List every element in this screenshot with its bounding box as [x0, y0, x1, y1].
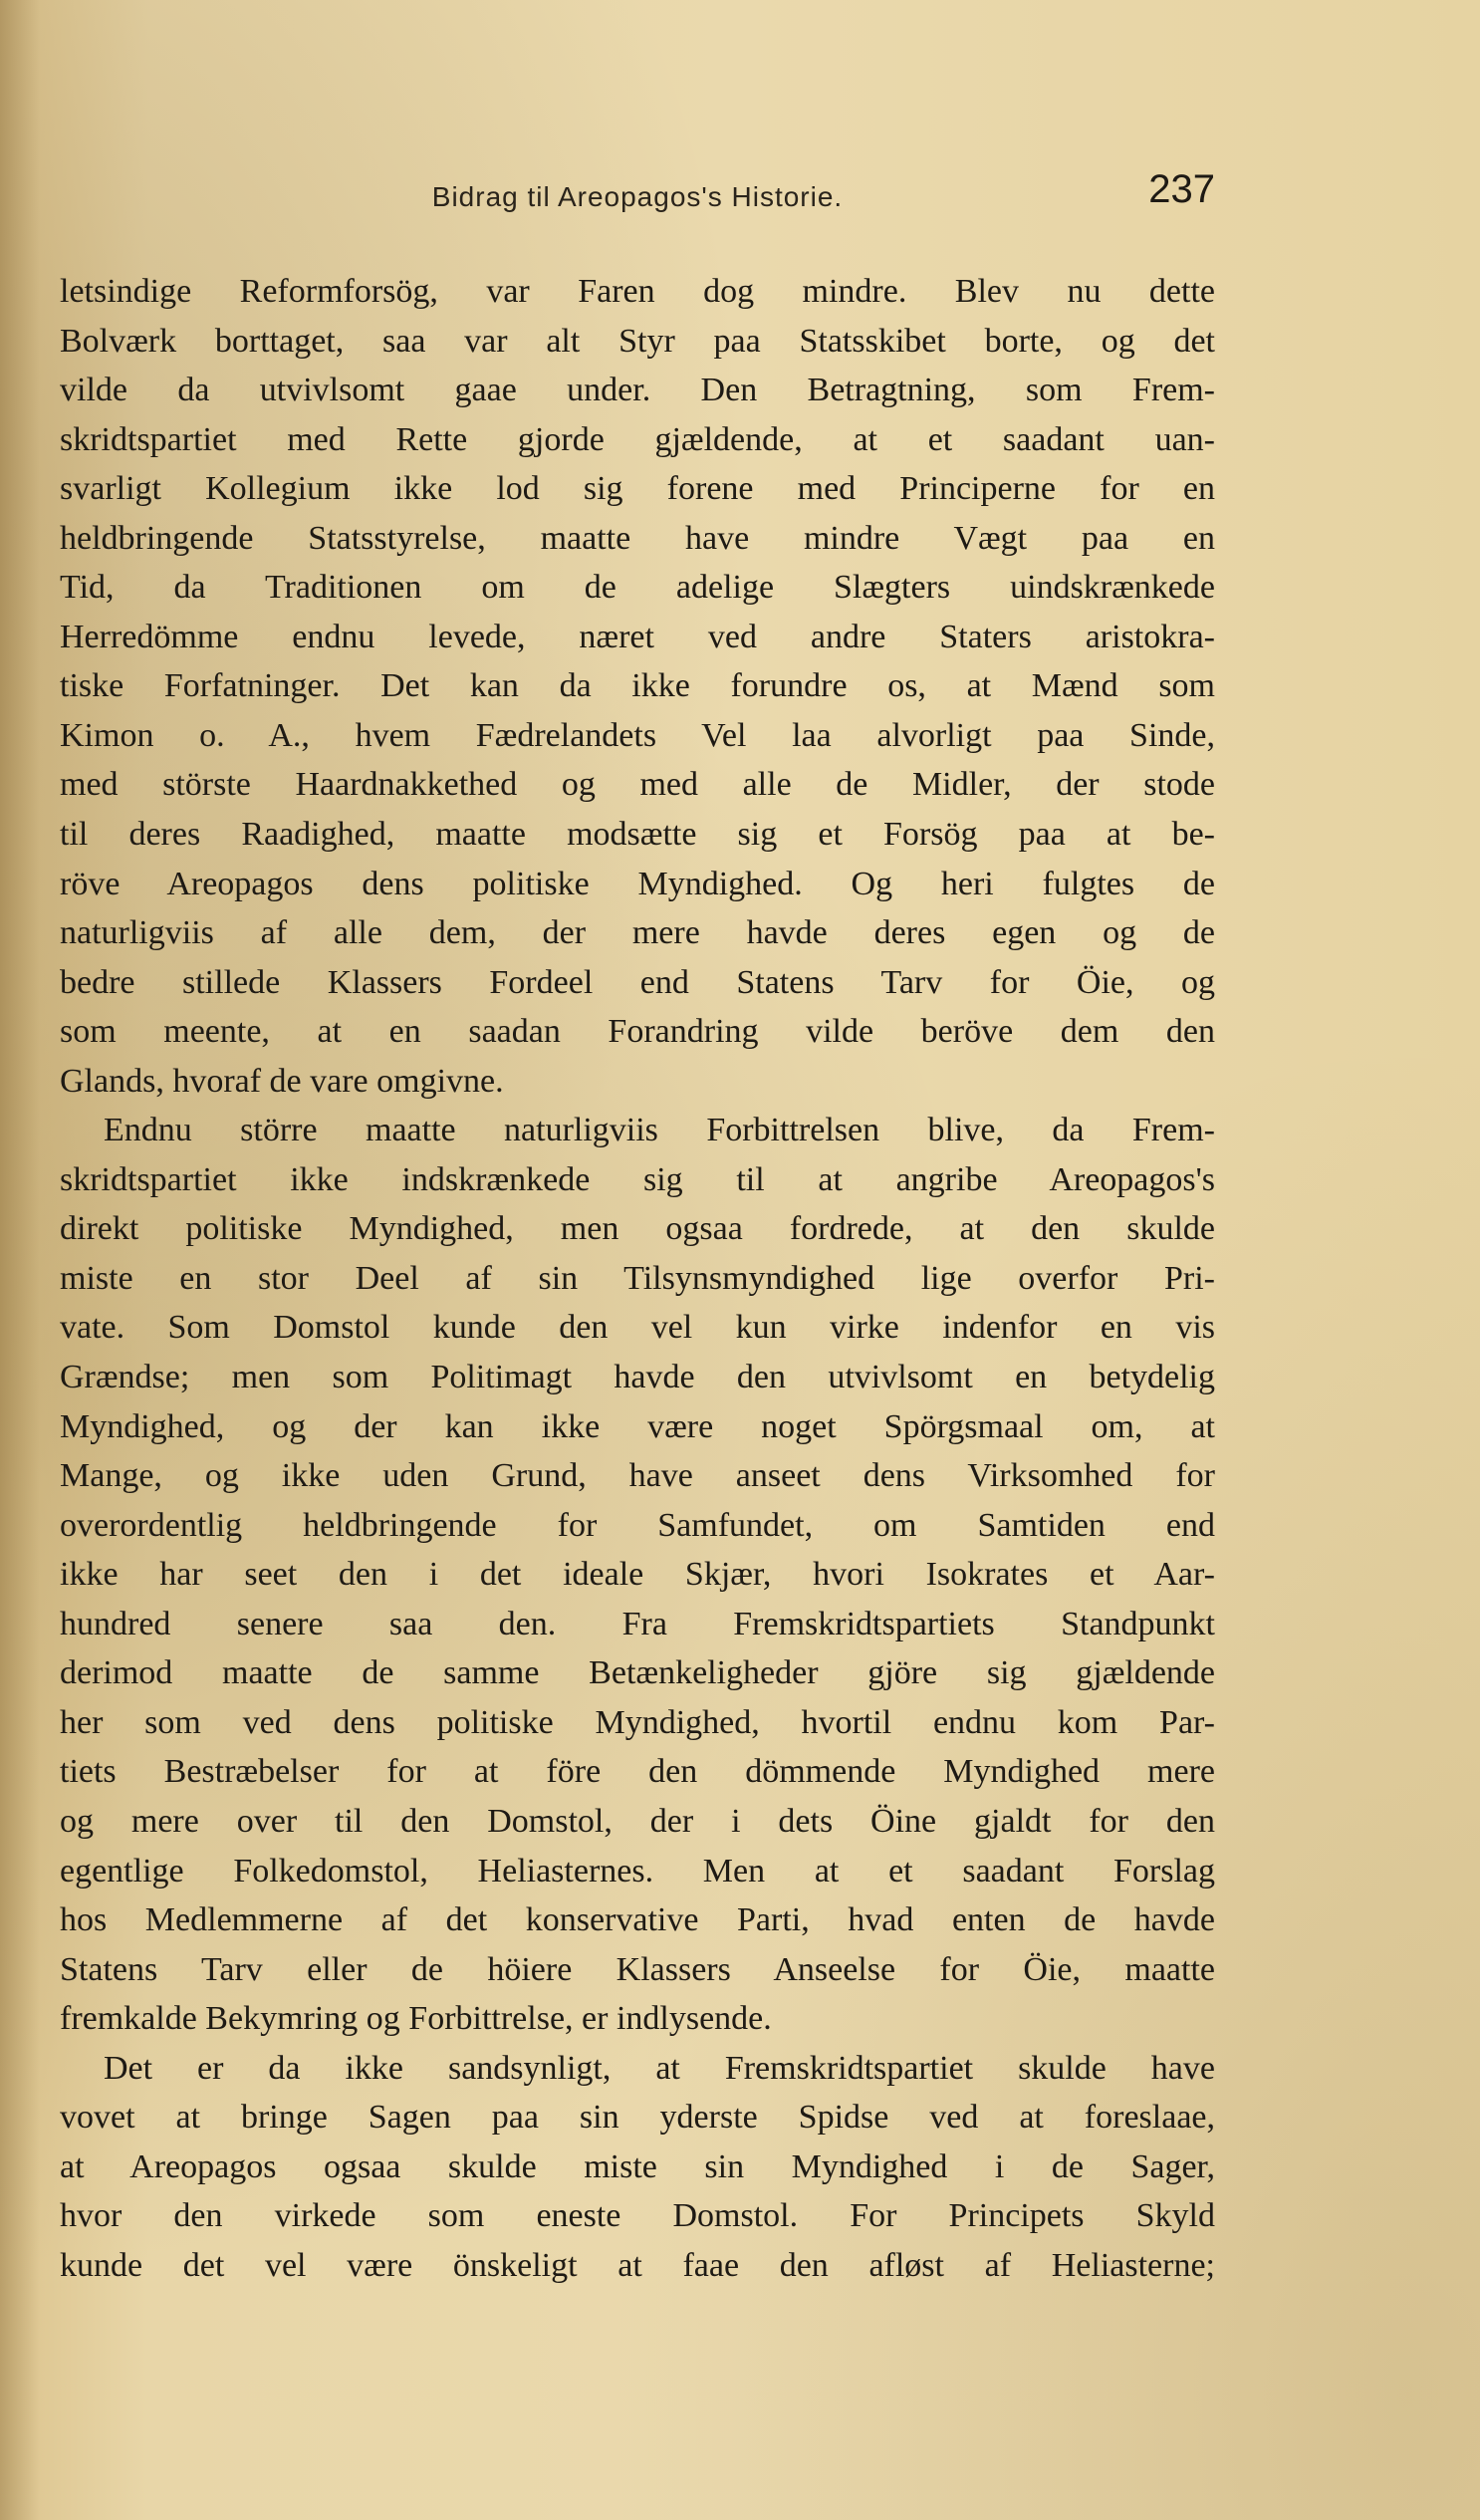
text-line: tiske Forfatninger. Det kan da ikke forundre os, at Mænd som	[60, 667, 1215, 705]
text-line: ikke har seet den i det ideale Skjær, hvori Isokrates et Aar-	[60, 1556, 1215, 1594]
text-line: egentlige Folkedomstol, Heliasternes. Men at et saadant Forslag	[60, 1852, 1215, 1890]
text-line: Myndighed, og der kan ikke være noget Spörgsmaal om, at	[60, 1407, 1215, 1445]
text-line: fremkalde Bekymring og Forbittrelse, er indlysende.	[60, 2000, 772, 2038]
text-line: her som ved dens politiske Myndighed, hvortil endnu kom Par-	[60, 1703, 1215, 1741]
text-line: Herredömme endnu levede, næret ved andre Staters aristokra-	[60, 618, 1215, 655]
text-line: Grændse; men som Politimagt havde den utvivlsomt en betydelig	[60, 1359, 1215, 1396]
text-line: overordentlig heldbringende for Samfundet, om Samtiden end	[60, 1506, 1215, 1544]
spine-shadow	[0, 0, 40, 2520]
body-text	[60, 267, 1215, 2290]
text-line: direkt politiske Myndighed, men ogsaa fordrede, at den skulde	[60, 1210, 1215, 1248]
text-line: Bolværk borttaget, saa var alt Styr paa Statsskibet borte, og det	[60, 322, 1215, 360]
text-line: svarligt Kollegium ikke lod sig forene med Principerne for en	[60, 470, 1215, 508]
text-line: tiets Bestræbelser for at före den dömmende Myndighed mere	[60, 1753, 1215, 1791]
text-line: til deres Raadighed, maatte modsætte sig et Forsög paa at be-	[60, 816, 1215, 854]
text-line: vilde da utvivlsomt gaae under. Den Betragtning, som Frem-	[60, 372, 1215, 409]
text-line: hos Medlemmerne af det konservative Parti, hvad enten de havde	[60, 1901, 1215, 1939]
text-line: skridtspartiet med Rette gjorde gjældende, at et saadant uan-	[60, 420, 1215, 458]
text-line: Endnu större maatte naturligviis Forbittrelsen blive, da Frem-	[104, 1112, 1215, 1149]
text-line: som meente, at en saadan Forandring vilde beröve dem den	[60, 1013, 1215, 1051]
text-line: hundred senere saa den. Fra Fremskridtspartiets Standpunkt	[60, 1605, 1215, 1642]
text-line: Tid, da Traditionen om de adelige Slægters uindskrænkede	[60, 569, 1215, 607]
text-line: hvor den virkede som eneste Domstol. For Principets Skyld	[60, 2197, 1215, 2235]
text-line: derimod maatte de samme Betænkeligheder gjöre sig gjældende	[60, 1654, 1215, 1692]
text-line: Statens Tarv eller de höiere Klassers Anseelse for Öie, maatte	[60, 1950, 1215, 1988]
text-line: heldbringende Statsstyrelse, maatte have mindre Vægt paa en	[60, 519, 1215, 557]
page-header	[60, 167, 1215, 223]
text-line: Det er da ikke sandsynligt, at Fremskridtspartiet skulde have	[104, 2049, 1215, 2087]
text-line: med störste Haardnakkethed og med alle de Midler, der stode	[60, 766, 1215, 804]
text-line: naturligviis af alle dem, der mere havde deres egen og de	[60, 914, 1215, 952]
text-line: letsindige Reformforsög, var Faren dog mindre. Blev nu dette	[60, 273, 1215, 310]
text-line: Kimon o. A., hvem Fædrelandets Vel laa alvorligt paa Sinde,	[60, 716, 1215, 754]
text-line: kunde det vel være önskeligt at faae den afløst af Heliasterne;	[60, 2246, 1215, 2284]
text-line: vate. Som Domstol kunde den vel kun virke indenfor en vis	[60, 1309, 1215, 1347]
text-line: bedre stillede Klassers Fordeel end Statens Tarv for Öie, og	[60, 963, 1215, 1001]
text-line: skridtspartiet ikke indskrænkede sig til at angribe Areopagos's	[60, 1160, 1215, 1198]
page-number: 237	[1148, 167, 1215, 211]
text-line: Glands, hvoraf de vare omgivne.	[60, 1062, 504, 1100]
running-title: Bidrag til Areopagos's Historie.	[431, 181, 844, 212]
text-line: vovet at bringe Sagen paa sin yderste Spidse ved at foreslaae,	[60, 2099, 1215, 2137]
text-line: og mere over til den Domstol, der i dets Öine gjaldt for den	[60, 1802, 1215, 1840]
text-line: röve Areopagos dens politiske Myndighed. Og heri fulgtes de	[60, 865, 1215, 902]
text-line: at Areopagos ogsaa skulde miste sin Myndighed i de Sager,	[60, 2147, 1215, 2185]
text-line: Mange, og ikke uden Grund, have anseet dens Virksomhed for	[60, 1457, 1215, 1495]
text-line: miste en stor Deel af sin Tilsynsmyndighed lige overfor Pri-	[60, 1259, 1215, 1297]
